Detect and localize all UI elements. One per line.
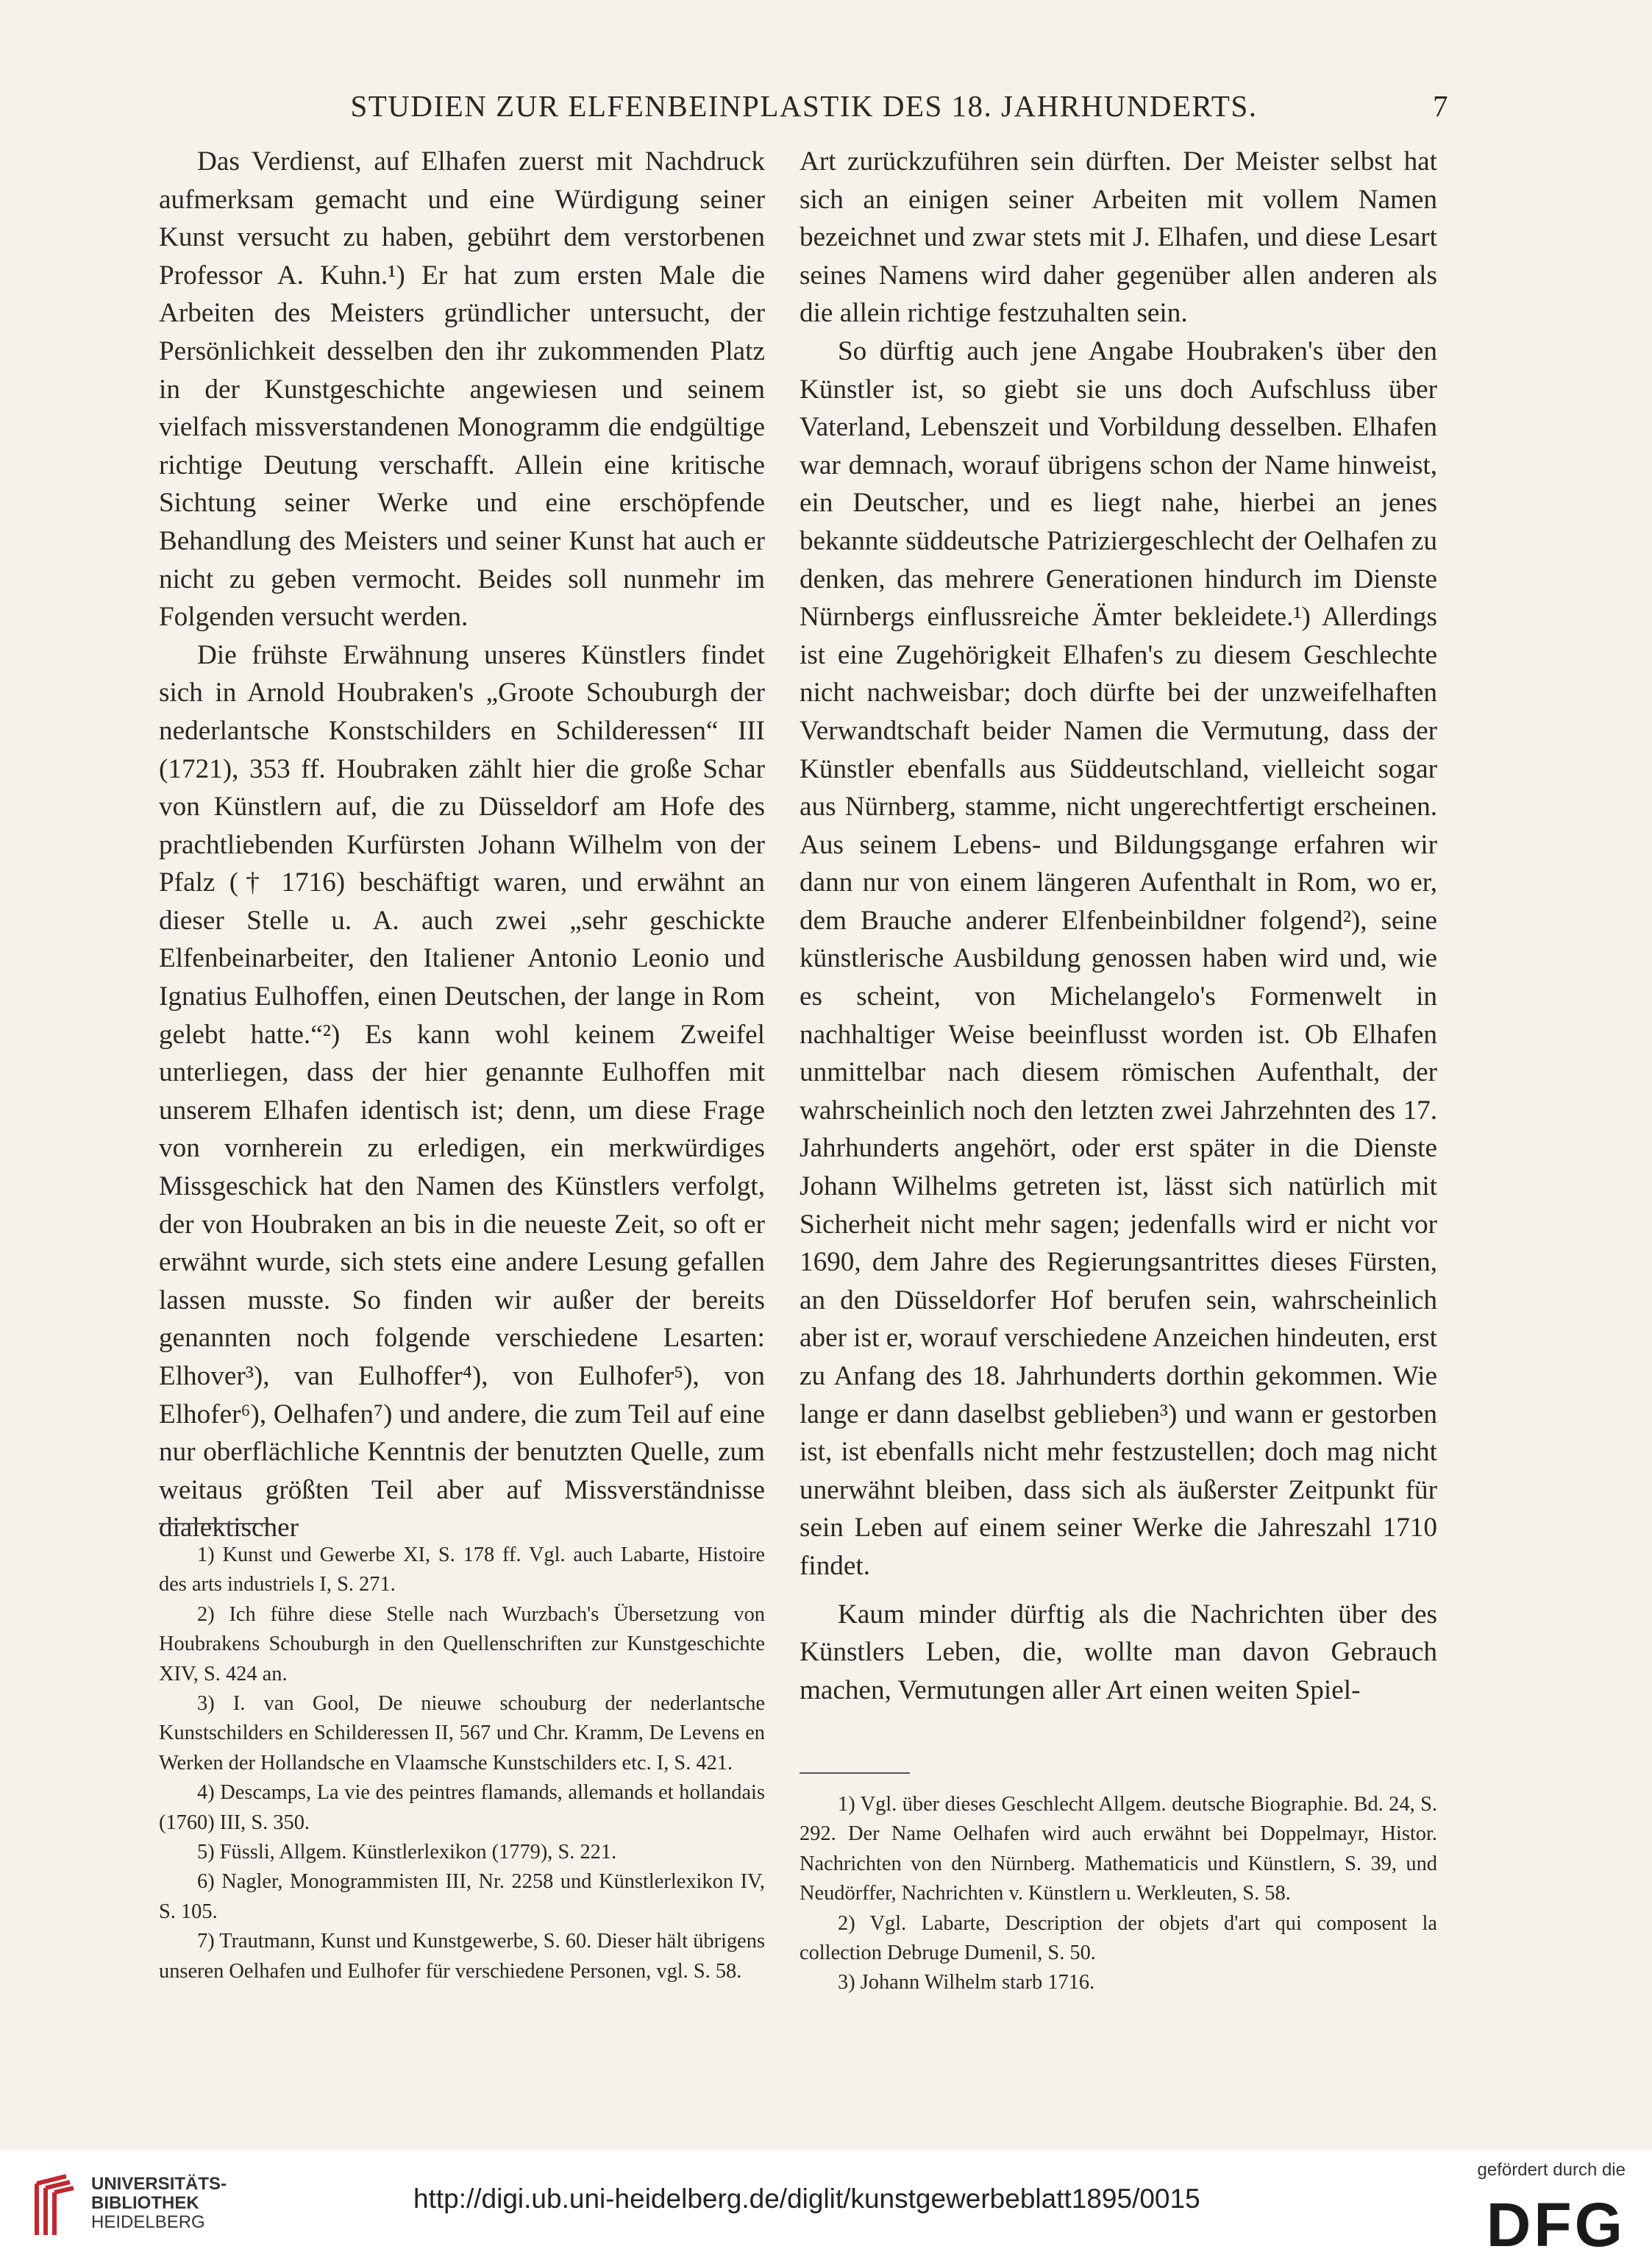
library-line: HEIDELBERG — [91, 2212, 205, 2232]
footnote: 5) Füssli, Allgem. Künstlerlexikon (1779), S. 221. — [197, 1841, 617, 1864]
footnote: 6) Nagler, Monogrammisten III, Nr. 2258 und Künstlerlexikon IV, S. 105. — [159, 1870, 765, 1923]
footnote-rule — [800, 1772, 910, 1774]
body-paragraph: Art zurückzuführen sein dürften. Der Meister selbst hat sich an einigen seiner Arbeiten mit vollem Namen bezeichnet und zwar stets mit J. Elhafen, und diese Lesart seines Namens wird daher gegenüber allen anderen als die allein richtige festzuhalten sein. — [800, 146, 1437, 329]
footnote: 2) Vgl. Labarte, Description der objets d'art qui composent la collection Debruge Dumenil, S. 50. — [800, 1911, 1437, 1965]
running-header — [159, 88, 1449, 132]
footnote: 1) Kunst und Gewerbe XI, S. 178 ff. Vgl. auch Labarte, Histoire des arts industriels I, S. 271. — [159, 1543, 765, 1596]
body-paragraph: So dürftig auch jene Angabe Houbraken's über den Künstler ist, so giebt sie uns doch Aufschluss über Vaterland, Lebenszeit und Vorbildung desselben. Elhafen war demnach, worauf übrigens schon der Name hinweist, ein Deutscher, und es liegt nahe, hierbei an jenes bekannte süddeutsche Patriziergeschlecht der Oelhafen zu denken, das mehrere Generationen hindurch im Dienste Nürnbergs einflussreiche Ämter bekleidete.¹) Allerdings ist eine Zugehörigkeit Elhafen's zu diesem Geschlechte nicht nachweisbar; doch dürfte bei der unzweifelhaften Verwandtschaft beider Namen die Vermutung, dass der Künstler ebenfalls aus Süddeutschland, vielleicht sogar aus Nürnberg, stamme, nicht ungerechtfertigt erscheinen. Aus seinem Lebens- und Bildungsgange erfahren wir dann nur von einem längeren Aufenthalt in Rom, wo er, dem Brauche anderer Elfenbeinbildner folgend²), seine künstlerische Ausbildung genossen haben wird und, wie es scheint, von Michelangelo's Formenwelt in nachhaltiger Weise beeinflusst worden ist. Ob Elhafen unmittelbar nach diesem römischen Aufenthalt, der wahrscheinlich noch den letzten zwei Jahrzehnten des 17. Jahrhunderts angehört, oder erst später in die Dienste Johann Wilhelms getreten ist, lässt sich natürlich mit Sicherheit nicht mehr sagen; jedenfalls wird er nicht vor 1690, dem Jahre des Regierungsantrittes dieses Fürsten, an den Düsseldorfer Hof berufen sein, wahrscheinlich aber ist er, worauf verschiedene Anzeichen hindeuten, erst zu Anfang des 18. Jahrhunderts dorthin gekommen. Wie lange er dann daselbst geblieben³) und wann er gestorben ist, ist ebenfalls nicht mehr festzustellen; doch mag nicht unerwähnt bleiben, dass sich als äußerster Zeitpunkt für sein Leben auf einem seiner Werke die Jahreszahl 1710 findet. — [800, 335, 1437, 1581]
right-column — [800, 143, 1437, 1709]
body-paragraph: Das Verdienst, auf Elhafen zuerst mit Nachdruck aufmerksam gemacht und eine Würdigung seiner Kunst versucht zu haben, gebührt dem verstorbenen Professor A. Kuhn.¹) Er hat zum ersten Male die Arbeiten des Meisters gründlicher untersucht, der Persönlichkeit desselben den ihr zukommenden Platz in der Kunstgeschichte angewiesen und seinem vielfach missverstandenen Monogramm die endgültige richtige Deutung verschafft. Allein eine kritische Sichtung seiner Werke und eine erschöpfende Behandlung des Meisters und seiner Kunst hat auch er nicht zu geben vermocht. Beides soll nunmehr im Folgenden versucht werden. — [159, 146, 765, 633]
body-paragraph: Kaum minder dürftig als die Nachrichten über des Künstlers Leben, die, wollte man davon Gebrauch machen, Vermutungen aller Art einen weiten Spiel- — [800, 1599, 1437, 1705]
left-footnotes — [159, 1498, 765, 1986]
footnote: 7) Trautmann, Kunst und Kunstgewerbe, S. 60. Dieser hält übrigens unseren Oelhafen und Eulhofer für verschiedene Personen, vgl. S. 58. — [159, 1930, 765, 1983]
library-line: BIBLIOTHEK — [91, 2193, 199, 2213]
funding-note: gefördert durch die — [1477, 2160, 1626, 2180]
dfg-logo: DFG — [1486, 2190, 1626, 2259]
body-paragraph: Die frühste Erwähnung unseres Künstlers findet sich in Arnold Houbraken's „Groote Schouburgh der nederlantsche Konstschilders en Schilderessen“ III (1721), 353 ff. Houbraken zählt hier die große Schar von Künstlern auf, die zu Düsseldorf am Hofe des prachtliebenden Kurfürsten Johann Wilhelm von der Pfalz († 1716) beschäftigt waren, und erwähnt an dieser Stelle u. A. auch zwei „sehr geschickte Elfenbeinarbeiter, den Italiener Antonio Leonio und Ignatius Eulhoffen, einen Deutschen, der lange in Rom gelebt hatte.“²) Es kann wohl keinem Zweifel unterliegen, dass der hier genannte Eulhoffen mit unserem Elhafen identisch ist; denn, um diese Frage von vornherein zu erledigen, ein merkwürdiges Missgeschick hat den Namen des Künstlers verfolgt, der von Houbraken an bis in die neueste Zeit, so oft er erwähnt wurde, sich stets eine andere Lesung gefallen lassen musste. So finden wir außer der bereits genannten noch folgende verschiedene Lesarten: Elhover³), van Eulhoffer⁴), von Eulhofer⁵), von Elhofer⁶), Oelhafen⁷) und andere, die zum Teil auf eine nur oberflächliche Kenntnis der benutzten Quelle, zum weitaus größten Teil aber auf Missverständnisse dialektischer — [159, 639, 765, 1543]
footnote: 3) Johann Wilhelm starb 1716. — [838, 1971, 1095, 1994]
left-column — [159, 143, 765, 1547]
running-title: STUDIEN ZUR ELFENBEINPLASTIK DES 18. JAHRHUNDERTS. — [350, 89, 1258, 123]
page-number: 7 — [1433, 89, 1449, 123]
library-name — [91, 2175, 227, 2232]
permalink-url[interactable]: http://digi.ub.uni-heidelberg.de/diglit/kunstgewerbeblatt1895/0015 — [413, 2184, 1200, 2214]
right-footnotes — [800, 1747, 1437, 1998]
footnote: 3) I. van Gool, De nieuwe schouburg der nederlantsche Kunstschilders en Schilderessen II, 567 und Chr. Kramm, De Levens en Werken der Hollandsche en Vlaamsche Kunstschilders etc. I, S. 421. — [159, 1692, 765, 1774]
footnote: 1) Vgl. über dieses Geschlecht Allgem. deutsche Biographie. Bd. 24, S. 292. Der Name Oelhafen wird auch erwähnt bei Doppelmayr, Histor. Nachrichten von den Nürnberg. Mathematicis und Künstlern, S. 39, und Neudörffer, Nachrichten v. Künstlern u. Werkleuten, S. 58. — [800, 1793, 1437, 1905]
digitization-footer — [0, 2150, 1652, 2263]
library-line: UNIVERSITÄTS- — [91, 2174, 227, 2194]
footnote: 2) Ich führe diese Stelle nach Wurzbach's Übersetzung von Houbrakens Schouburgh in den Quellenschriften zur Kunstgeschichte XIV, S. 424 an. — [159, 1602, 765, 1685]
footnote: 4) Descamps, La vie des peintres flamands, allemands et hollandais (1760) III, S. 350. — [159, 1781, 765, 1834]
footnote-rule — [159, 1523, 269, 1524]
